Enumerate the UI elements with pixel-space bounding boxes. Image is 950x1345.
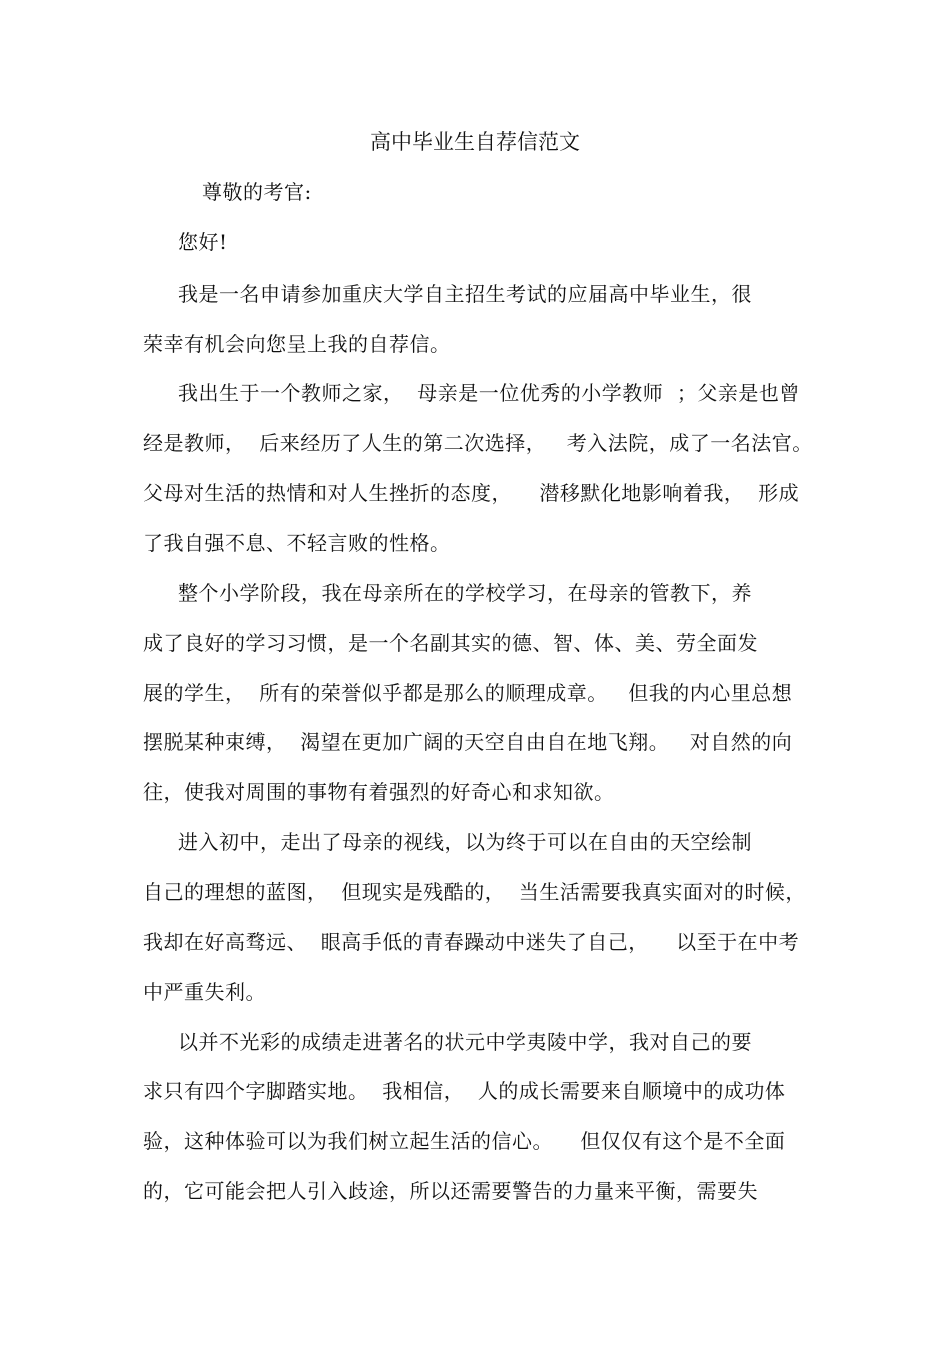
body-line: 我是一名申请参加重庆大学自主招生考试的应届高中毕业生，很 <box>178 282 752 306</box>
body-line: 父母对生活的热情和对人生挫折的态度， 潜移默化地影响着我， 形成 <box>143 481 800 505</box>
body-line: 进入初中，走出了母亲的视线，以为终于可以在自由的天空绘制 <box>178 830 752 854</box>
body-line: 验，这种体验可以为我们树立起生活的信心。 但仅仅有这个是不全面 <box>143 1129 786 1153</box>
body-line: 的，它可能会把人引入歧途，所以还需要警告的力量来平衡，需要失 <box>143 1179 758 1203</box>
greeting-line: 您好! <box>178 230 228 254</box>
body-line: 我却在好高骛远、 眼高手低的青春躁动中迷失了自己， 以至于在中考 <box>143 930 800 954</box>
body-line: 中严重失利。 <box>143 980 266 1004</box>
body-line: 了我自强不息、不轻言败的性格。 <box>143 531 451 555</box>
body-line: 摆脱某种束缚， 渴望在更加广阔的天空自由自在地飞翔。 对自然的向 <box>143 730 793 754</box>
body-line: 整个小学阶段，我在母亲所在的学校学习，在母亲的管教下，养 <box>178 581 752 605</box>
body-line: 成了良好的学习习惯，是一个名副其实的德、智、体、美、劳全面发 <box>143 631 758 655</box>
body-line: 荣幸有机会向您呈上我的自荐信。 <box>143 332 451 356</box>
body-line: 求只有四个字脚踏实地。 我相信， 人的成长需要来自顺境中的成功体 <box>143 1079 786 1103</box>
salutation: 尊敬的考官: <box>202 180 312 204</box>
body-line: 经是教师， 后来经历了人生的第二次选择， 考入法院，成了一名法官。 <box>143 431 813 455</box>
body-line: 展的学生， 所有的荣誉似乎都是那么的顺理成章。 但我的内心里总想 <box>143 681 793 705</box>
body-line: 以并不光彩的成绩走进著名的状元中学夷陵中学，我对自己的要 <box>178 1030 752 1054</box>
body-line: 自己的理想的蓝图， 但现实是残酷的， 当生活需要我真实面对的时候， <box>143 880 806 904</box>
document-title: 高中毕业生自荐信范文 <box>370 130 580 154</box>
body-line: 往，使我对周围的事物有着强烈的好奇心和求知欲。 <box>143 780 615 804</box>
body-line: 我出生于一个教师之家， 母亲是一位优秀的小学教师 ；父亲是也曾 <box>178 381 800 405</box>
